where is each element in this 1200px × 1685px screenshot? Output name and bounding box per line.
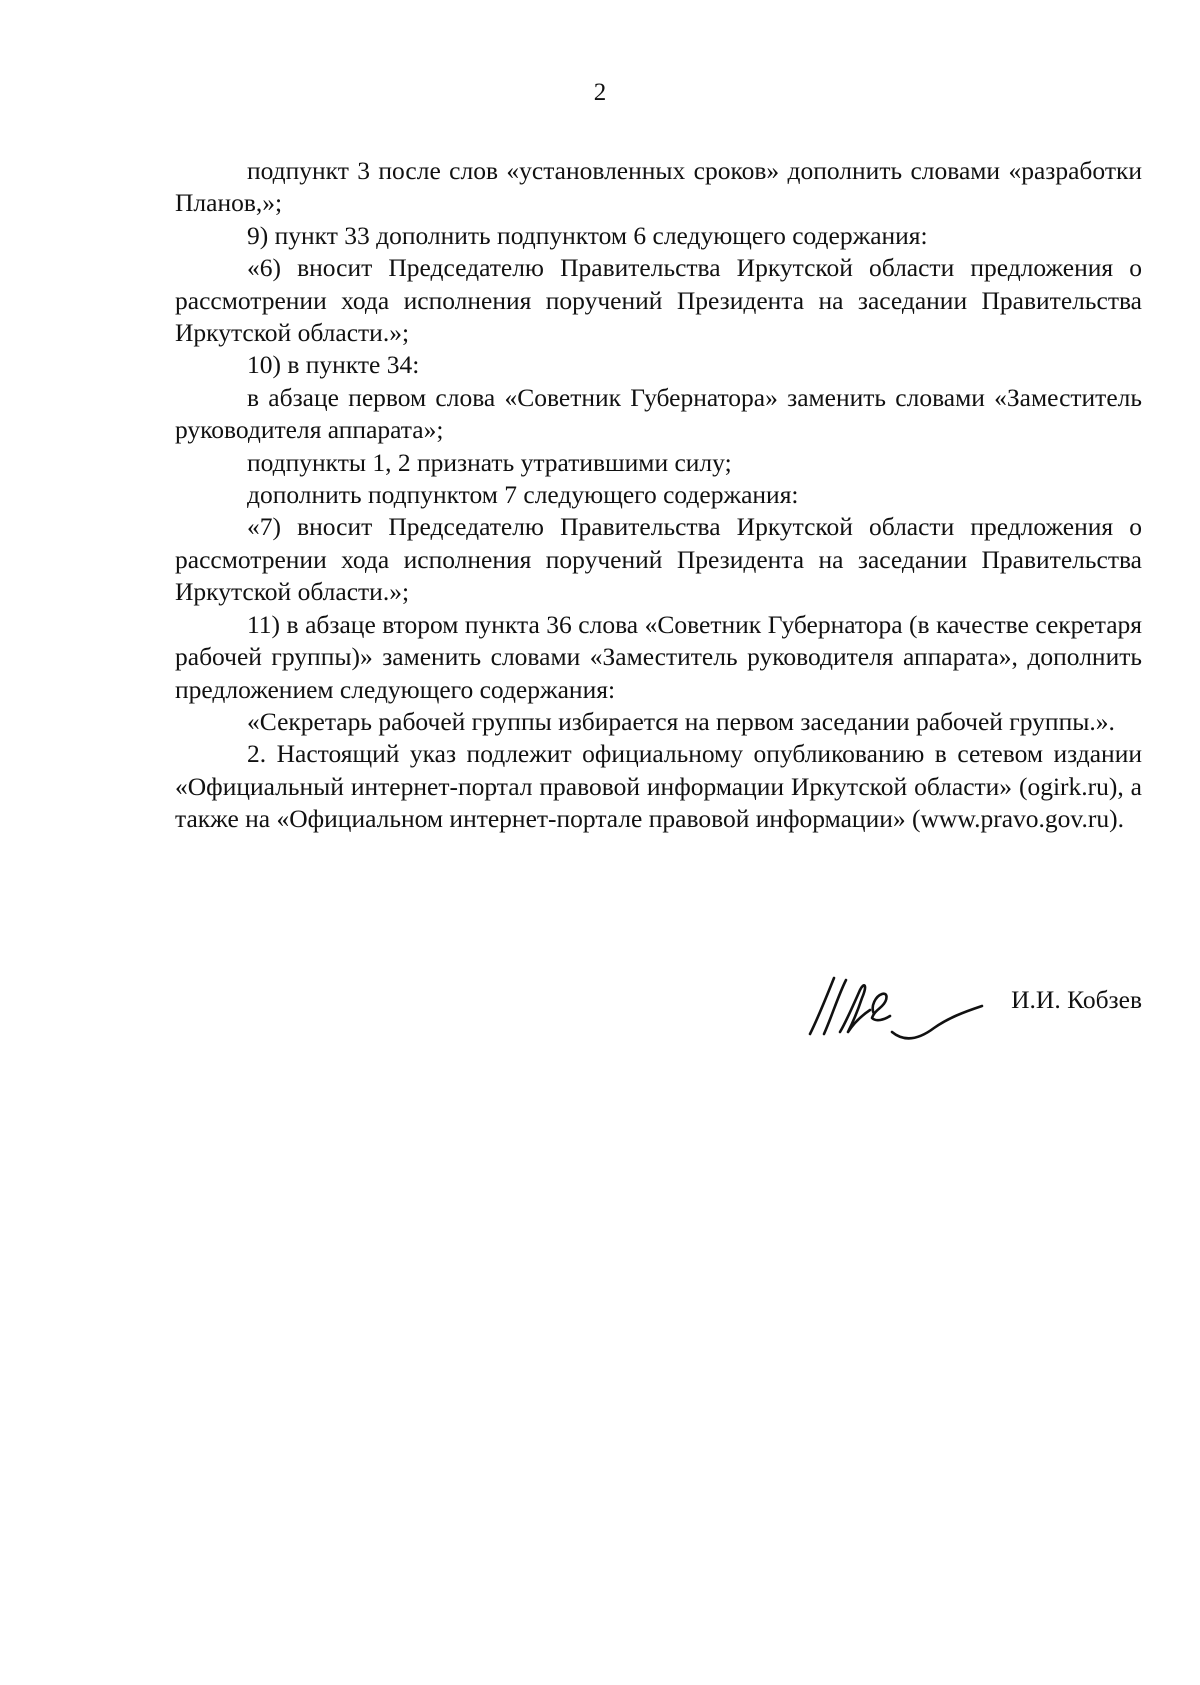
paragraph-add-subpoint-7: дополнить подпунктом 7 следующего содержания: (247, 480, 799, 510)
document-body (175, 155, 1142, 836)
paragraph-item-10: 10) в пункте 34: (247, 350, 420, 380)
paragraph-subpoint-6-text: «6) вносит Председателю Правительства Иркутской области предложения о рассмотрении хода исполнения поручений Президента на заседании Правительства Иркутской области.»; (175, 253, 1142, 348)
paragraph-subpoint-7-text: «7) вносит Председателю Правительства Иркутской области предложения о рассмотрении хода исполнения поручений Президента на заседании Правительства Иркутской области.»; (175, 512, 1142, 607)
paragraph-item-11: 11) в абзаце втором пункта 36 слова «Советник Губернатора (в качестве секретаря рабочей группы)» заменить словами «Заместитель руководителя аппарата», дополнить предложением следующего содержания: (175, 609, 1142, 704)
page-number: 2 (593, 79, 607, 106)
signature-block (800, 970, 1142, 1040)
paragraph-subpoint-3: подпункт 3 после слов «установленных сроков» дополнить словами «разработки Планов,»; (175, 156, 1142, 218)
handwritten-signature-icon (800, 970, 990, 1040)
signer-name: И.И. Кобзев (1011, 985, 1142, 1014)
paragraph-item-9: 9) пункт 33 дополнить подпунктом 6 следующего содержания: (247, 220, 928, 250)
paragraph-subpoints-1-2: подпункты 1, 2 признать утратившими силу; (247, 447, 732, 477)
paragraph-first-abzac: в абзаце первом слова «Советник Губернатора» заменить словами «Заместитель руководителя аппарата»; (175, 382, 1142, 445)
paragraph-publication: 2. Настоящий указ подлежит официальному опубликованию в сетевом издании «Официальный интернет-портал правовой информации Иркутской области» (ogirk.ru), а также на «Официальном интернет-портале правовой информации» (www.pravo.gov.ru). (175, 739, 1142, 834)
paragraph-secretary-text: «Секретарь рабочей группы избирается на первом заседании рабочей группы.». (247, 706, 1115, 736)
